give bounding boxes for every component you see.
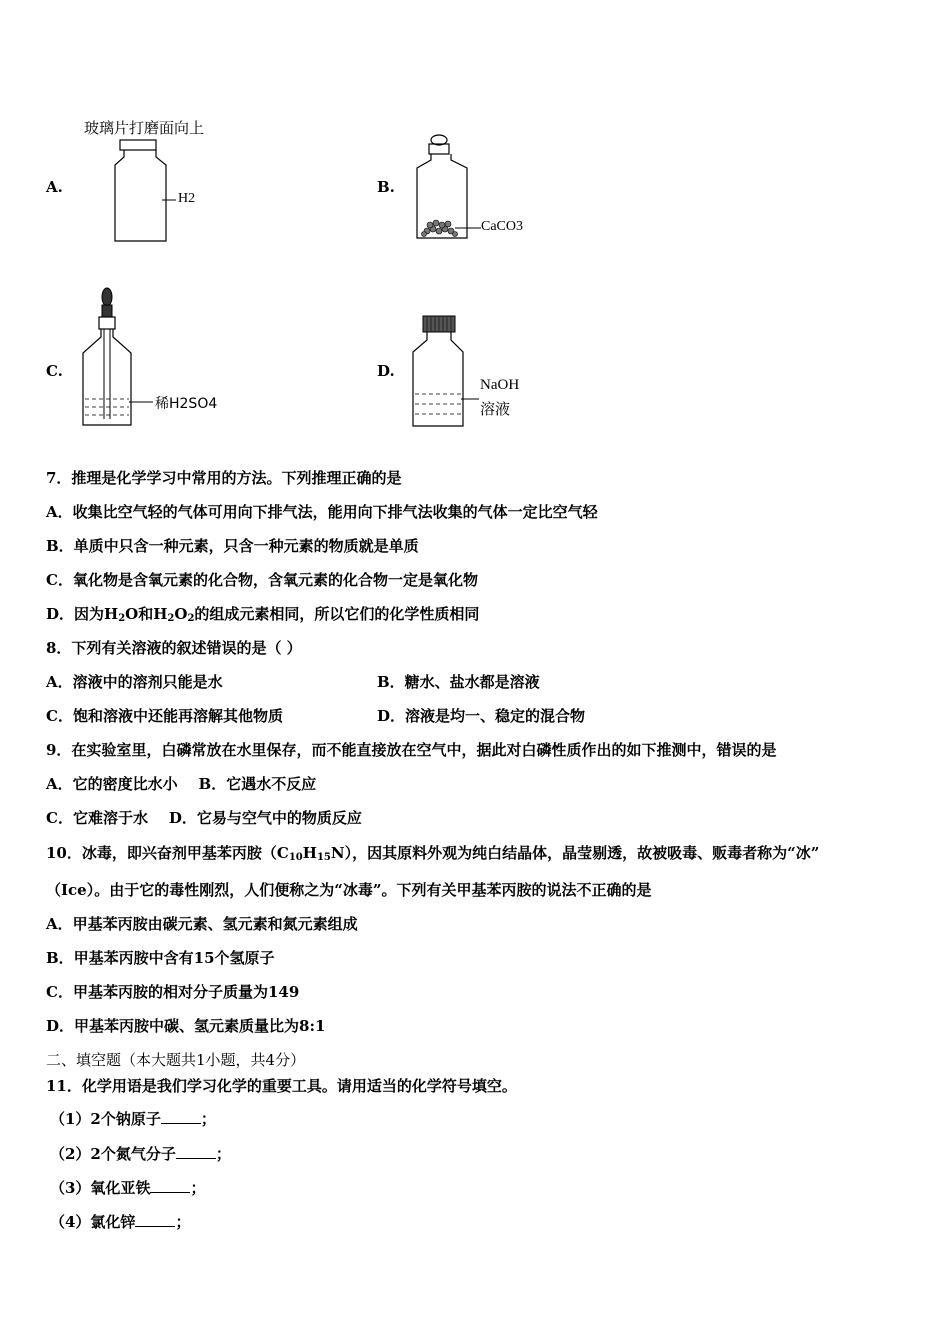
dilute-h2so4-label: 稀H2SO4: [155, 396, 218, 412]
q8-option-a: A．溶液中的溶剂只能是水: [46, 673, 223, 691]
q9-options-ab: A．它的密度比水小 B．它遇水不反应: [46, 775, 317, 793]
answer-blank-3[interactable]: [150, 1178, 190, 1193]
answer-blank-4[interactable]: [135, 1212, 175, 1227]
q10-stem: 10．冰毒，即兴奋剂甲基苯丙胺$(C_{10}H_{15}N)$，因其原料外观为纯白结晶体，晶莹剔透，故被吸毒、贩毒者称为“冰”: [46, 844, 820, 863]
q10-option-a: A．甲基苯丙胺由碳元素、氢元素和氮元素组成: [46, 915, 358, 933]
dropper-bottle-c-figure: [75, 285, 155, 435]
option-b-label: B.: [377, 178, 395, 196]
q10-option-d: D．甲基苯丙胺中碳、氢元素质量比为8:1: [46, 1017, 326, 1035]
q8-option-d: D．溶液是均一、稳定的混合物: [377, 707, 586, 725]
q10-stem-line2: （Ice）。由于它的毒性刚烈，人们便称之为“冰毒”。下列有关甲基苯丙胺的说法不正确的是: [46, 881, 652, 899]
q11-item-3: （3）氧化亚铁 ；: [50, 1179, 206, 1197]
q9-stem: 9．在实验室里，白磷常放在水里保存，而不能直接放在空气中，据此对白磷性质作出的如下推测中，错误的是: [46, 741, 777, 759]
q11-stem: 11．化学用语是我们学习化学的重要工具。请用适当的化学符号填空。: [46, 1077, 517, 1095]
q7-option-c: C．氧化物是含氧元素的化合物，含氧元素的化合物一定是氧化物: [46, 571, 478, 589]
caco3-label: CaCO3: [481, 219, 523, 234]
solution-label: 溶液: [480, 400, 511, 418]
q7-option-d: D．因为$H_2O$和$H_2O_2$的组成元素相同，所以它们的化学性质相同: [46, 605, 480, 624]
q7-option-b: B．单质中只含一种元素，只含一种元素的物质就是单质: [46, 537, 419, 555]
q7-option-a: A．收集比空气轻的气体可用向下排气法，能用向下排气法收集的气体一定比空气轻: [46, 503, 598, 521]
answer-blank-2[interactable]: [176, 1144, 216, 1159]
bottle-b-figure: [405, 130, 485, 245]
q8-option-c: C．饱和溶液中还能再溶解其他物质: [46, 707, 283, 725]
option-a-label: A.: [46, 178, 63, 196]
bottle-d-figure: [405, 312, 485, 432]
q8-stem: 8．下列有关溶液的叙述错误的是（ ）: [46, 639, 302, 657]
q11-item-1: （1）2个钠原子 ；: [50, 1110, 216, 1128]
glass-plate-caption: 玻璃片打磨面向上: [84, 119, 205, 137]
q11-item-4: （4）氯化锌 ；: [50, 1213, 191, 1231]
option-c-label: C.: [46, 362, 63, 380]
naoh-label: NaOH: [480, 377, 520, 393]
section-heading: 二、填空题（本大题共1小题，共4分）: [46, 1051, 306, 1069]
option-d-label: D.: [377, 362, 395, 380]
q7-stem: 7．推理是化学学习中常用的方法。下列推理正确的是: [46, 469, 402, 487]
h2-label: H2: [178, 191, 196, 206]
q8-option-b: B．糖水、盐水都是溶液: [377, 673, 540, 691]
answer-blank-1[interactable]: [161, 1109, 201, 1124]
q10-option-c: C．甲基苯丙胺的相对分子质量为149: [46, 983, 300, 1001]
q9-options-cd: C．它难溶于水 D．它易与空气中的物质反应: [46, 809, 362, 827]
q11-item-2: （2）2个氮气分子 ；: [50, 1145, 231, 1163]
q10-option-b: B．甲基苯丙胺中含有15个氢原子: [46, 949, 275, 967]
